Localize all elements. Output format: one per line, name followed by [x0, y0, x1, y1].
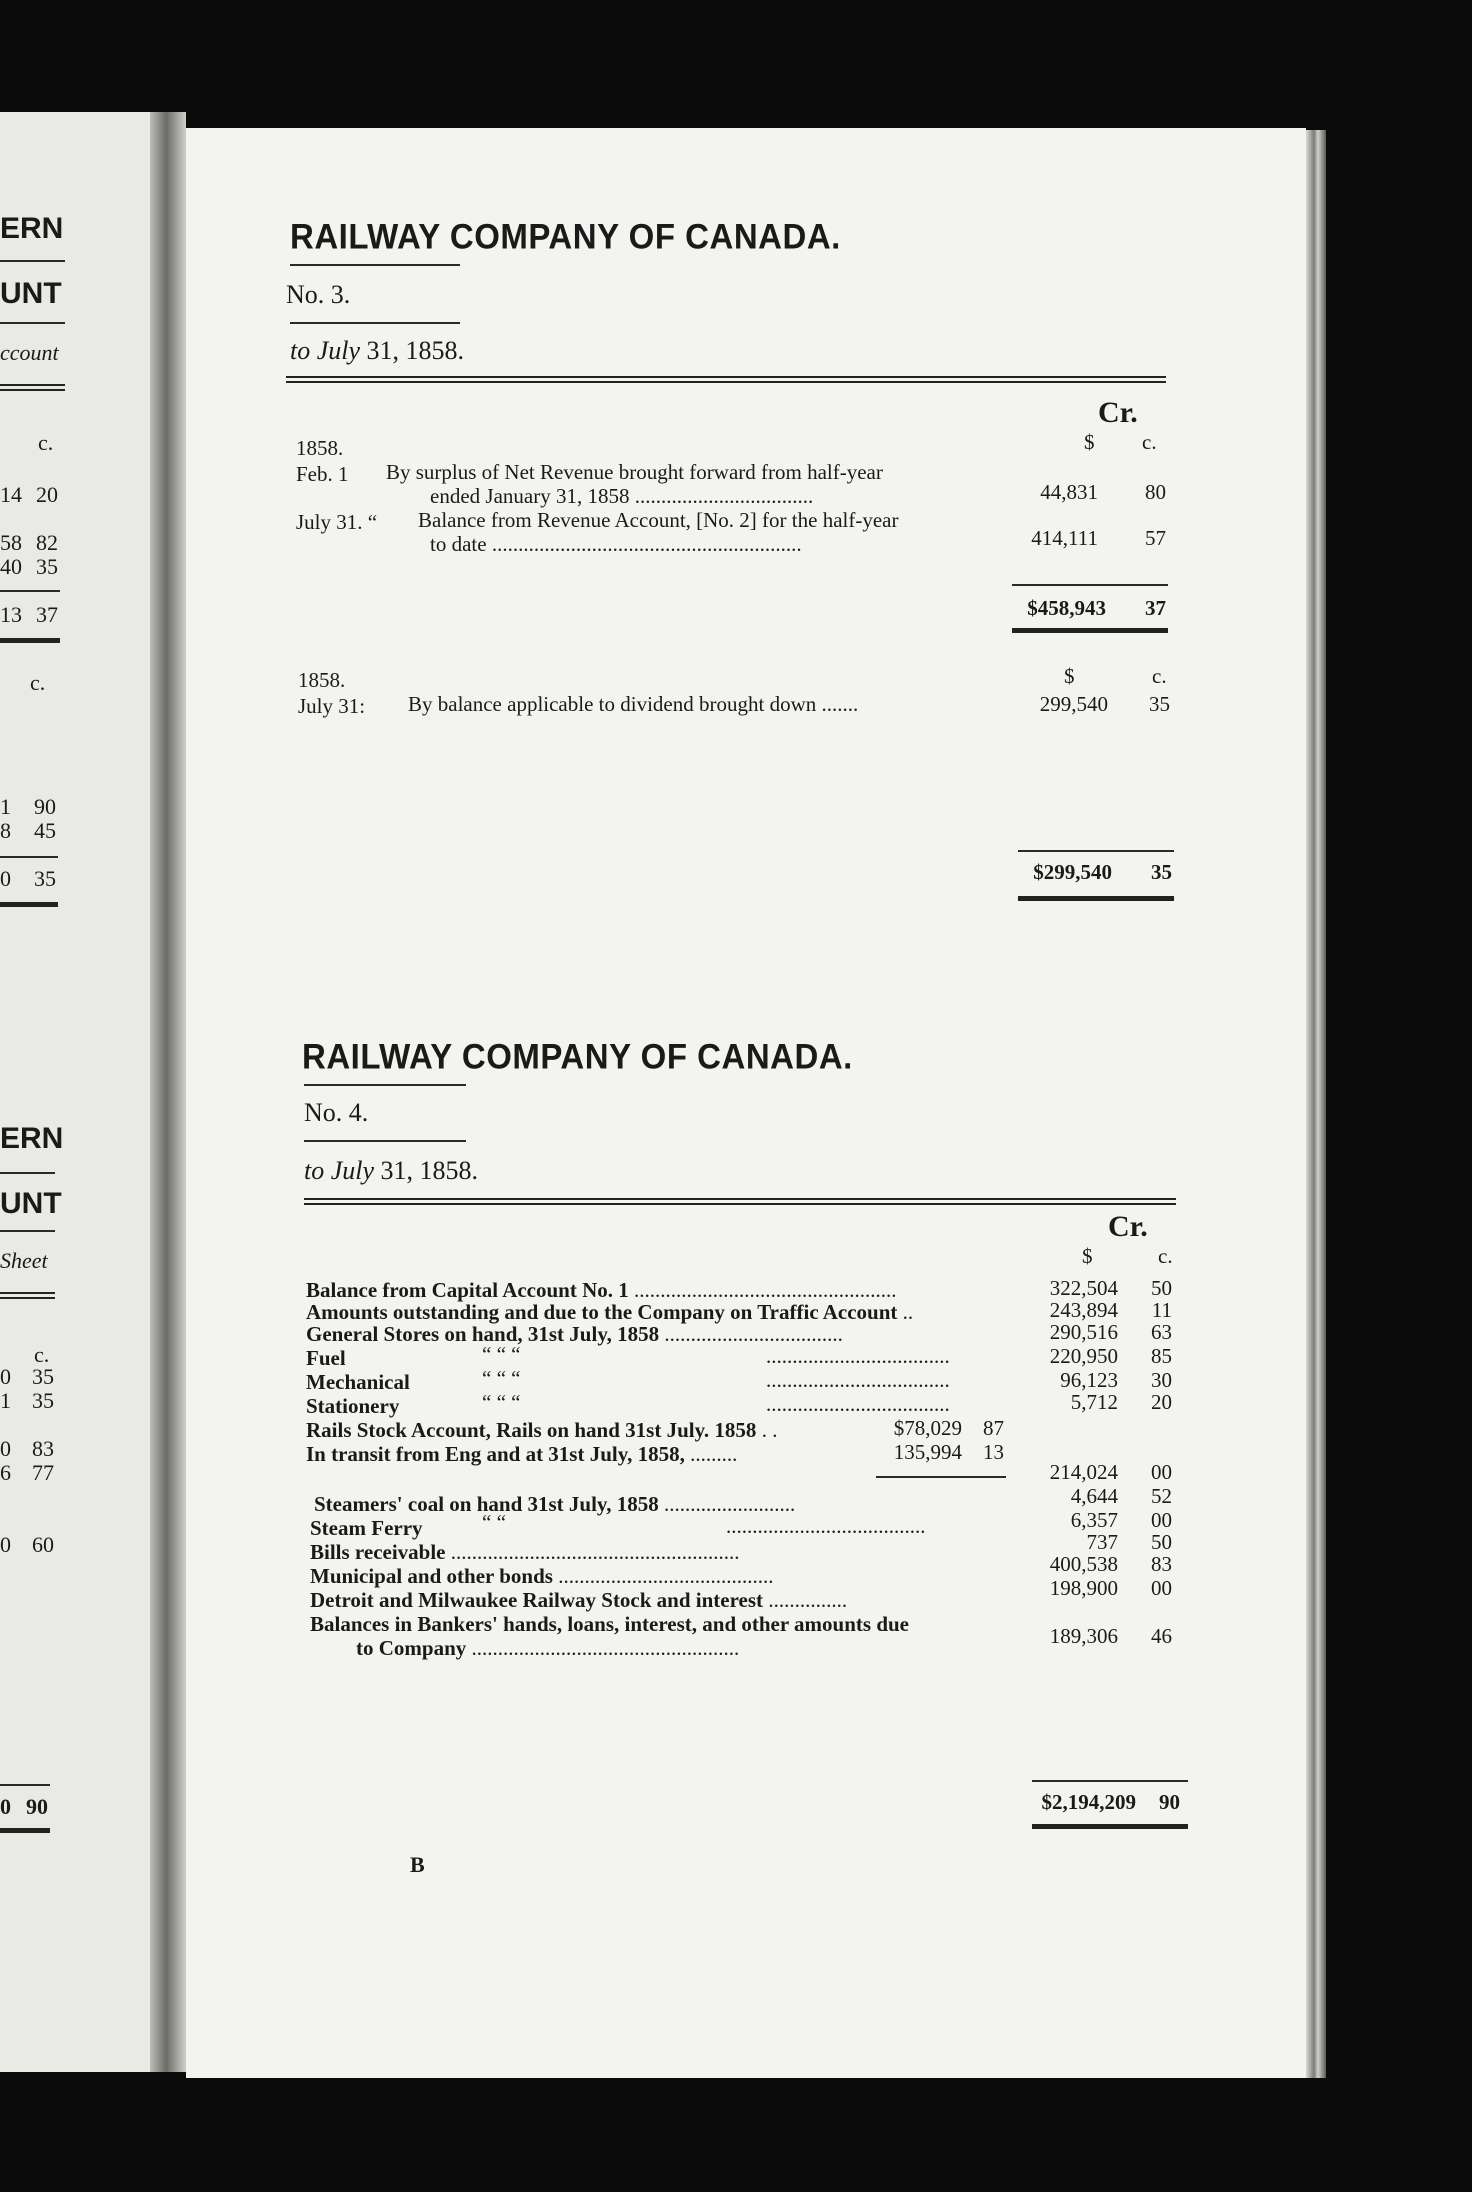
line-item: Balance from Capital Account No. 1 ..................................................: [306, 1278, 897, 1302]
left-cents: 20: [36, 482, 58, 507]
left-amount: 1: [0, 1388, 11, 1413]
rule: [304, 1084, 466, 1086]
left-header-3b: Sheet: [0, 1248, 48, 1273]
item-cents: 50: [1151, 1530, 1172, 1554]
line-item: Detroit and Milwaukee Railway Stock and interest ...............: [310, 1588, 848, 1612]
left-amount: 40: [0, 554, 22, 579]
signature-mark: B: [410, 1852, 425, 1877]
rule: [0, 856, 58, 858]
entry-cents: 35: [1149, 692, 1170, 716]
left-amount: 0: [0, 866, 11, 891]
item-cents: 50: [1151, 1276, 1172, 1300]
item-text: Steamers' coal on hand 31st July, 1858: [314, 1492, 659, 1516]
rule: [290, 322, 460, 324]
inner-cents: 87: [983, 1416, 1004, 1440]
book-gutter: [150, 112, 186, 2072]
grand-total-dollars: $2,194,209: [1041, 1790, 1136, 1814]
left-cents: 45: [34, 818, 56, 843]
item-text: Balance from Capital Account No. 1: [306, 1278, 629, 1302]
item-dollars: 189,306: [1049, 1624, 1118, 1648]
inner-dollars: $78,029: [893, 1416, 962, 1440]
dollar-column-header: $: [1064, 664, 1075, 688]
section-3-subtitle: [290, 336, 464, 366]
left-amount: 58: [0, 530, 22, 555]
main-page: [186, 128, 1306, 2078]
ditto-marks: “ “: [482, 1510, 506, 1534]
left-c-header: c.: [38, 430, 54, 455]
ditto-marks: “ “ “: [482, 1342, 521, 1366]
grand-total-cents: 90: [1159, 1790, 1180, 1814]
item-dollars: 6,357: [1070, 1508, 1118, 1532]
item-cents: 83: [1151, 1552, 1172, 1576]
item-dollars: 96,123: [1060, 1368, 1118, 1392]
line-item: Bills receivable .......................................................: [310, 1540, 740, 1564]
double-rule: [0, 1292, 55, 1299]
ditto-marks: “ “ “: [482, 1366, 521, 1390]
total-cents: 37: [1145, 596, 1166, 620]
left-amount: 8: [0, 818, 11, 843]
inner-cents: 13: [983, 1440, 1004, 1464]
left-amount: 0: [0, 1436, 11, 1461]
double-rule: [1018, 896, 1174, 901]
item-text: to Company: [356, 1636, 467, 1660]
total-dollars: $458,943: [1027, 596, 1106, 620]
item-cents: 46: [1151, 1624, 1172, 1648]
rule: [1012, 584, 1168, 586]
subtitle-date: 31, 1858.: [366, 336, 465, 365]
left-cents: 37: [36, 602, 58, 627]
entry-date: [296, 510, 377, 535]
left-cents: 77: [32, 1460, 54, 1485]
section-3-title: RAILWAY COMPANY OF CANADA.: [290, 216, 841, 256]
left-cents: 35: [32, 1364, 54, 1389]
double-rule: [286, 376, 1166, 383]
item-text: Amounts outstanding and due to the Company on Traffic Account: [306, 1300, 898, 1324]
line-item: Stationery: [306, 1394, 400, 1418]
entry-date-text: July 31.: [296, 510, 363, 534]
double-rule: [0, 1828, 50, 1833]
entry-description-cont: to date ...........................................................: [430, 532, 802, 556]
item-dollars: 4,644: [1070, 1484, 1118, 1508]
cents-column-header: c.: [1158, 1244, 1173, 1268]
item-cents: 00: [1151, 1576, 1172, 1600]
entry-description: By balance applicable to dividend brought down .......: [408, 692, 859, 716]
item-text: Detroit and Milwaukee Railway Stock and interest: [310, 1588, 764, 1612]
entry-cents: 80: [1145, 480, 1166, 504]
double-rule: [1032, 1824, 1188, 1829]
left-page-fragment: [0, 112, 150, 2072]
entry-dollars: 414,111: [1031, 526, 1098, 550]
entry-description: By surplus of Net Revenue brought forward from half-year: [386, 460, 883, 484]
item-cents: 52: [1151, 1484, 1172, 1508]
line-item-cont: to Company ...................................................: [356, 1636, 740, 1660]
rule: [876, 1476, 1006, 1478]
left-cents: 82: [36, 530, 58, 555]
double-rule: [1012, 628, 1168, 633]
subtitle-date: 31, 1858.: [380, 1156, 479, 1185]
ditto-mark: “: [367, 510, 378, 534]
rule: [1018, 850, 1174, 852]
entry-description: Balance from Revenue Account, [No. 2] for the half-year: [418, 508, 899, 532]
left-amount: 0: [0, 1364, 11, 1389]
dollar-column-header: $: [1084, 430, 1095, 454]
total-dollars: $299,540: [1033, 860, 1112, 884]
entry-text: By balance applicable to dividend brought down: [408, 692, 817, 716]
item-cents: 00: [1151, 1508, 1172, 1532]
entry-cents: 57: [1145, 526, 1166, 550]
item-dollars: 198,900: [1049, 1576, 1118, 1600]
rule: [0, 260, 65, 262]
rule: [0, 1230, 55, 1232]
left-cents: 60: [32, 1532, 54, 1557]
item-dollars: 400,538: [1049, 1552, 1118, 1576]
entry-date: Feb. 1: [296, 462, 349, 486]
item-cents: 63: [1151, 1320, 1172, 1344]
item-cents: 20: [1151, 1390, 1172, 1414]
item-dollars: 214,024: [1049, 1460, 1118, 1484]
left-header-1b: ERN: [0, 1122, 64, 1155]
cents-column-header: c.: [1152, 664, 1167, 688]
section-4-number: No. 4.: [304, 1098, 369, 1127]
item-cents: 30: [1151, 1368, 1172, 1392]
subtitle-prefix: to July: [290, 336, 361, 365]
left-amount: 0: [0, 1532, 11, 1557]
left-cents: 35: [34, 866, 56, 891]
rule: [0, 1172, 55, 1174]
left-c-header: c.: [34, 1342, 50, 1367]
line-item: Steam Ferry: [310, 1516, 423, 1540]
left-cents: 83: [32, 1436, 54, 1461]
year-label: 1858.: [298, 668, 346, 692]
left-amount: 6: [0, 1460, 11, 1485]
rule: [290, 264, 460, 266]
line-item: Steamers' coal on hand 31st July, 1858 .........................: [314, 1492, 796, 1516]
item-text: Bills receivable: [310, 1540, 446, 1564]
left-cents: 35: [36, 554, 58, 579]
rule: [1032, 1780, 1188, 1782]
item-text: General Stores on hand, 31st July, 1858: [306, 1322, 660, 1346]
leader-dots: ...................................: [766, 1344, 950, 1368]
line-item: Amounts outstanding and due to the Company on Traffic Account ..: [306, 1300, 914, 1324]
rule: [0, 1784, 50, 1786]
rule: [0, 322, 65, 324]
year-label: 1858.: [296, 436, 344, 460]
left-header-3: ccount: [0, 340, 59, 365]
left-amount: 14: [0, 482, 22, 507]
left-cents: 90: [26, 1794, 48, 1819]
total-cents: 35: [1151, 860, 1172, 884]
dollar-column-header: $: [1082, 1244, 1093, 1268]
entry-text: to date: [430, 532, 487, 556]
line-item: General Stores on hand, 31st July, 1858 ..................................: [306, 1322, 843, 1346]
item-text: Municipal and other bonds: [310, 1564, 553, 1588]
line-item: In transit from Eng and at 31st July, 1858, .........: [306, 1442, 738, 1466]
item-dollars: 322,504: [1049, 1276, 1118, 1300]
double-rule: [0, 902, 58, 907]
section-3-number: No. 3.: [286, 280, 351, 309]
line-item: Municipal and other bonds .........................................: [310, 1564, 774, 1588]
left-amount: 13: [0, 602, 22, 627]
item-cents: 00: [1151, 1460, 1172, 1484]
leader-dots: ...................................: [766, 1392, 950, 1416]
credit-label: Cr.: [1098, 396, 1138, 429]
double-rule: [0, 638, 60, 643]
entry-dollars: 44,831: [1040, 480, 1098, 504]
left-amount: 0: [0, 1794, 11, 1819]
line-item: Fuel: [306, 1346, 346, 1370]
section-4-subtitle: [304, 1156, 478, 1186]
item-dollars: 737: [1086, 1530, 1118, 1554]
subtitle-prefix: to July: [304, 1156, 375, 1185]
left-header-1: ERN: [0, 212, 64, 245]
double-rule: [304, 1198, 1176, 1205]
rule: [304, 1140, 466, 1142]
item-dollars: 290,516: [1049, 1320, 1118, 1344]
item-dollars: 220,950: [1049, 1344, 1118, 1368]
left-cents: 35: [32, 1388, 54, 1413]
left-header-2b: UNT: [0, 1187, 62, 1220]
entry-description-cont: ended January 31, 1858 ..................................: [430, 484, 814, 508]
entry-text: ended January 31, 1858: [430, 484, 630, 508]
left-c-header-2: c.: [30, 670, 46, 695]
double-rule: [0, 384, 65, 391]
entry-dollars: 299,540: [1039, 692, 1108, 716]
item-text: Rails Stock Account, Rails on hand 31st July. 1858: [306, 1418, 757, 1442]
leader-dots: ...................................: [766, 1368, 950, 1392]
credit-label: Cr.: [1108, 1210, 1148, 1243]
leader-dots: ......................................: [726, 1514, 926, 1538]
rule: [0, 590, 60, 592]
left-cents: 90: [34, 794, 56, 819]
left-header-2: UNT: [0, 277, 62, 310]
section-4-title: RAILWAY COMPANY OF CANADA.: [302, 1036, 853, 1076]
item-dollars: 243,894: [1049, 1298, 1118, 1322]
page-edge: [1306, 130, 1326, 2078]
line-item: Mechanical: [306, 1370, 410, 1394]
left-amount: 1: [0, 794, 11, 819]
line-item: Rails Stock Account, Rails on hand 31st July. 1858 . .: [306, 1418, 778, 1442]
line-item: Balances in Bankers' hands, loans, interest, and other amounts due: [310, 1612, 910, 1636]
cents-column-header: c.: [1142, 430, 1157, 454]
item-dollars: 5,712: [1070, 1390, 1118, 1414]
item-cents: 85: [1151, 1344, 1172, 1368]
entry-date: July 31:: [298, 694, 366, 718]
item-text: In transit from Eng and at 31st July, 1858,: [306, 1442, 685, 1466]
ditto-marks: “ “ “: [482, 1390, 521, 1414]
inner-dollars: 135,994: [893, 1440, 962, 1464]
item-cents: 11: [1151, 1298, 1172, 1322]
